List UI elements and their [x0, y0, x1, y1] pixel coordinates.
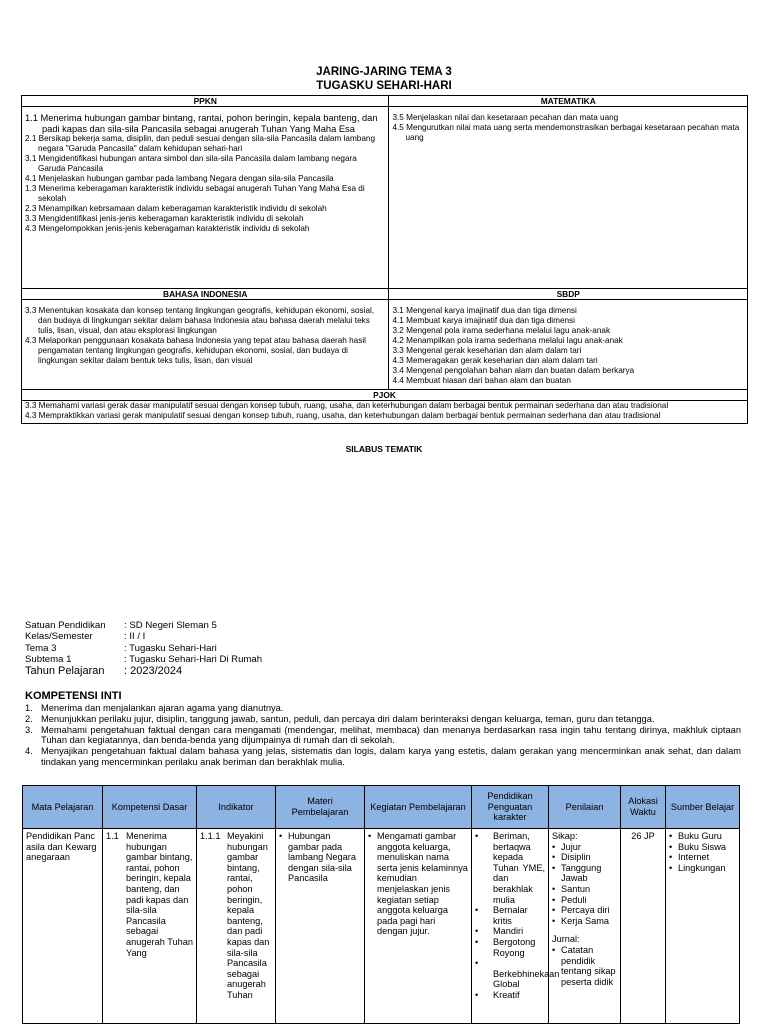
kompetensi-inti-title: KOMPETENSI INTI — [25, 690, 122, 702]
jaring-table — [21, 95, 748, 424]
cell-materi — [276, 829, 365, 1024]
sbdp-item: 3.1 Mengenal karya imajinatif dua dan tiga dimensi — [392, 306, 577, 315]
identitas-value: : Tugasku Sehari-Hari Di Rumah — [124, 653, 263, 665]
sbdp-item: 4.3 Memeragakan gerak keseharian dan alam dalam tari — [392, 356, 598, 365]
ppkn-item: 1.3 Menerima keberagaman karakteristik individu sebagai anugerah Tuhan Yang Maha Esa di sekolah — [25, 184, 365, 203]
ki-item — [25, 746, 741, 768]
list-item: • Bergotong Royong — [475, 937, 545, 958]
ki-item — [25, 703, 741, 714]
page-title-line1: JARING-JARING TEMA 3 — [316, 66, 452, 78]
cell-sumber — [666, 829, 740, 1024]
identitas-label: Tahun Pelajaran — [25, 665, 105, 678]
bahasa-indonesia-item: 4.3 Melaporkan penggunaan kosakata bahasa Indonesia yang tepat atau bahasa daerah hasil pengamatan tentang lingkungan geografis, kehidupan ekonomi, sosial, dan budaya di lingkungan sekitar dalam bentuk teks tulis, lisan, dan visual — [25, 336, 366, 365]
silabus-table — [22, 785, 740, 1024]
ki-text: Menunjukkan perilaku jujur, disiplin, tanggung jawab, santun, peduli, dan percaya diri dalam berinteraksi dengan keluarga, teman, guru dan tetangga. — [41, 713, 655, 724]
ppkn-cell — [22, 107, 389, 289]
header-karakter: Pendidikan Penguatan karakter — [472, 786, 549, 829]
bahasa-indonesia-cell — [22, 300, 389, 390]
ppkn-item: 4.1 Menjelaskan hubungan gambar pada lambang Negara dengan sila-sila Pancasila — [25, 174, 334, 183]
sbdp-item: 3.3 Mengenal gerak keseharian dan alam dalam tari — [392, 346, 582, 355]
identitas-row — [25, 620, 262, 631]
ppkn-list — [25, 113, 385, 234]
list-item: • Peduli — [552, 895, 617, 906]
silabus-title: SILABUS TEMATIK — [345, 444, 423, 454]
list-item: • Berkebhinekaan Global — [475, 958, 545, 990]
matematika-item: 3.5 Menjelaskan nilai dan kesetaraan pecahan dan mata uang — [392, 113, 619, 122]
list-item: • Beriman, bertaqwa kepada Tuhan YME, dan berakhlak mulia — [475, 831, 545, 905]
ppkn-item: 3.1 Mengidentifikasi hubungan antara simbol dan sila-sila Pancasila dalam lambang negara Garuda Pancasila — [25, 154, 357, 173]
list-item: • Santun — [552, 884, 617, 895]
ki-text: Menyajikan pengetahuan faktual dalam bahasa yang jelas, sistematis dan logis, dalam karya yang estetis, dalam gerakan yang mencerminkan anak sehat, dan dalam tindakan yang mencerminkan perilaku anak beriman dan berakhlak mulia. — [41, 746, 741, 767]
bahasa-indonesia-header: BAHASA INDONESIA — [22, 289, 389, 300]
list-item: • Percaya diri — [552, 905, 617, 916]
kompetensi-inti-list — [25, 703, 741, 768]
cell-alokasi: 26 JP — [621, 829, 666, 1024]
ppkn-header: PPKN — [22, 96, 389, 107]
list-item: • Disiplin — [552, 852, 617, 863]
ki-item — [25, 725, 741, 747]
cell-kegiatan — [365, 829, 472, 1024]
list-item: • Buku Guru — [669, 831, 736, 842]
header-materi: Materi Pembelajaran — [276, 786, 365, 829]
list-item: • Kerja Sama — [552, 916, 617, 927]
kd-number: 1.1 — [106, 831, 119, 841]
identitas-value: : Tugasku Sehari-Hari — [124, 642, 217, 654]
identitas-row — [25, 631, 262, 642]
ki-number: 1. — [25, 703, 33, 713]
ki-number: 2. — [25, 713, 33, 724]
cell-kompetensi-dasar — [103, 829, 197, 1024]
sbdp-item: 4.2 Menampilkan pola irama sederhana melalui lagu anak-anak — [392, 336, 623, 345]
identitas-value: : 2023/2024 — [124, 665, 183, 678]
header-mata-pelajaran: Mata Pelajaran — [23, 786, 103, 829]
sbdp-item: 4.4 Membuat hiasan dari bahan alam dan buatan — [392, 376, 571, 385]
list-item: • Internet — [669, 852, 736, 863]
pjok-list — [25, 401, 744, 421]
header-kompetensi-dasar: Kompetensi Dasar — [103, 786, 197, 829]
identitas-label: Kelas/Semester — [25, 631, 93, 643]
indikator-text: Meyakini hubungan gambar bintang, rantai, pohon beringin, kepala banteng, dan padi kapas dan sila-sila Pancasila sebagai anugerah Tuhan — [227, 831, 270, 1000]
kd-text: Menerima hubungan gambar bintang, rantai, pohon beringin, kepala banteng, dan padi kapas dan sila-sila Pancasila sebagai anugerah Tuhan Yang — [126, 831, 193, 958]
pjok-item: 3.3 Memahami variasi gerak dasar manipulatif sesuai dengan konsep tubuh, ruang, usaha, dan keterhubungan dalam berbagai bentuk permainan sederhana dan atau tradisional — [25, 401, 669, 410]
ppkn-item: 4.3 Mengelompokkan jenis-jenis keberagaman karakteristik individu di sekolah — [25, 224, 310, 233]
ki-text: Menerima dan menjalankan ajaran agama yang dianutnya. — [41, 703, 284, 713]
matematika-list — [392, 113, 744, 143]
identitas-block — [25, 620, 262, 678]
penilaian-sikap-label: Sikap: — [552, 831, 578, 841]
header-alokasi: Alokasi Waktu — [621, 786, 666, 829]
identitas-label: Satuan Pendidikan — [25, 620, 106, 631]
identitas-row — [25, 665, 262, 678]
bahasa-indonesia-item: 3.3 Menentukan kosakata dan konsep tentang lingkungan geografis, kehidupan ekonomi, sosial, dan budaya di lingkungan sekitar dalam bahasa Indonesia atau bahasa daerah melalui teks tulis, lisan, visual, dan atau eksplorasi lingkungan — [25, 306, 375, 335]
header-sumber: Sumber Belajar — [666, 786, 740, 829]
identitas-value: : II / I — [124, 631, 146, 643]
cell-penilaian — [549, 829, 621, 1024]
list-item: • Catatan pendidik tentang sikap peserta didik — [552, 945, 617, 987]
identitas-label: Subtema 1 — [25, 653, 72, 665]
ppkn-item: 2.1 Bersikap bekerja sama, disiplin, dan peduli sesuai dengan sila-sila Pancasila dalam lambang negara "Garuda Pancasila" dalam kehidupan sehari-hari — [25, 134, 375, 153]
indikator-number: 1.1.1 — [200, 831, 221, 841]
pjok-item: 4.3 Mempraktikkan variasi gerak manipulatif sesuai dengan konsep tubuh, ruang, usaha, dan keterhubungan dalam berbagai bentuk permainan sederhana dan atau tradisional — [25, 411, 661, 420]
header-kegiatan: Kegiatan Pembelajaran — [365, 786, 472, 829]
penilaian-jurnal-label: Jurnal: — [552, 934, 580, 945]
silabus-header-row — [23, 786, 740, 829]
matematika-item: 4.5 Mengurutkan nilai mata uang serta mendemonstrasikan berbagai kesetaraan pecahan mata uang — [392, 123, 740, 142]
list-item: • Kreatif — [475, 990, 545, 1001]
pjok-cell — [22, 401, 748, 424]
list-item: • Lingkungan — [669, 863, 736, 874]
ppkn-item: 3.3 Mengidentifikasi jenis-jenis keberagaman karakteristik individu di sekolah — [25, 214, 304, 223]
table-row — [23, 829, 740, 1024]
sbdp-cell — [389, 300, 748, 390]
identitas-row — [25, 643, 262, 654]
matematika-cell — [389, 107, 748, 289]
list-item: • Jujur — [552, 842, 617, 853]
matematika-header: MATEMATIKA — [389, 96, 748, 107]
ppkn-item: 2.3 Menampilkan kebrsamaan dalam keberagaman karakteristik individu di sekolah — [25, 204, 327, 213]
sbdp-list — [392, 306, 744, 386]
ki-number: 3. — [25, 724, 33, 735]
ki-item — [25, 714, 741, 725]
list-item: • Bernalar kritis — [475, 905, 545, 926]
cell-indikator — [197, 829, 276, 1024]
sbdp-item: 4.1 Membuat karya imajinatif dua dan tiga dimensi — [392, 316, 575, 325]
list-item: • Mandiri — [475, 926, 545, 937]
ki-number: 4. — [25, 746, 33, 757]
ki-text: Memahami pengetahuan faktual dengan cara mengamati (mendengar, melihat, membaca) dan menanya berdasarkan rasa ingin tahu tentang dirinya, makhluk ciptaan Tuhan dan kegiatannya, dan benda-benda yang dijumpainya di rumah dan di sekolah. — [41, 724, 741, 746]
header-penilaian: Penilaian — [549, 786, 621, 829]
cell-karakter — [472, 829, 560, 1024]
page-title-line2: TUGASKU SEHARI-HARI — [316, 80, 452, 92]
list-item: • Buku Siswa — [669, 842, 736, 853]
list-item: • Mengamati gambar anggota keluarga, menuliskan nama serta jenis kelaminnya kemudian menjelaskan jenis kegiatan setiap anggota keluarga pada pagi hari dengan jujur. — [368, 831, 468, 937]
bahasa-indonesia-list — [25, 306, 385, 366]
sbdp-item: 3.4 Mengenal pengolahan bahan alam dan buatan dalam berkarya — [392, 366, 635, 375]
sbdp-item: 3.2 Mengenal pola irama sederhana melalui lagu anak-anak — [392, 326, 611, 335]
pjok-header: PJOK — [22, 390, 748, 401]
list-item: • Hubungan gambar pada lambang Negara dengan sila-sila Pancasila — [279, 831, 361, 884]
identitas-row — [25, 654, 262, 665]
identitas-value: : SD Negeri Sleman 5 — [124, 620, 217, 631]
identitas-label: Tema 3 — [25, 642, 57, 654]
cell-mapel: Pendidikan Pancasila dan Kewarganegaraan — [23, 829, 103, 1024]
sbdp-header: SBDP — [389, 289, 748, 300]
list-item: • Tanggung Jawab — [552, 863, 617, 884]
header-indikator: Indikator — [197, 786, 276, 829]
ppkn-item: 1.1 Menerima hubungan gambar bintang, rantai, pohon beringin, kepala banteng, dan padi kapas dan sila-sila Pancasila sebagai anugerah Tuhan Yang Maha Esa — [25, 113, 378, 134]
